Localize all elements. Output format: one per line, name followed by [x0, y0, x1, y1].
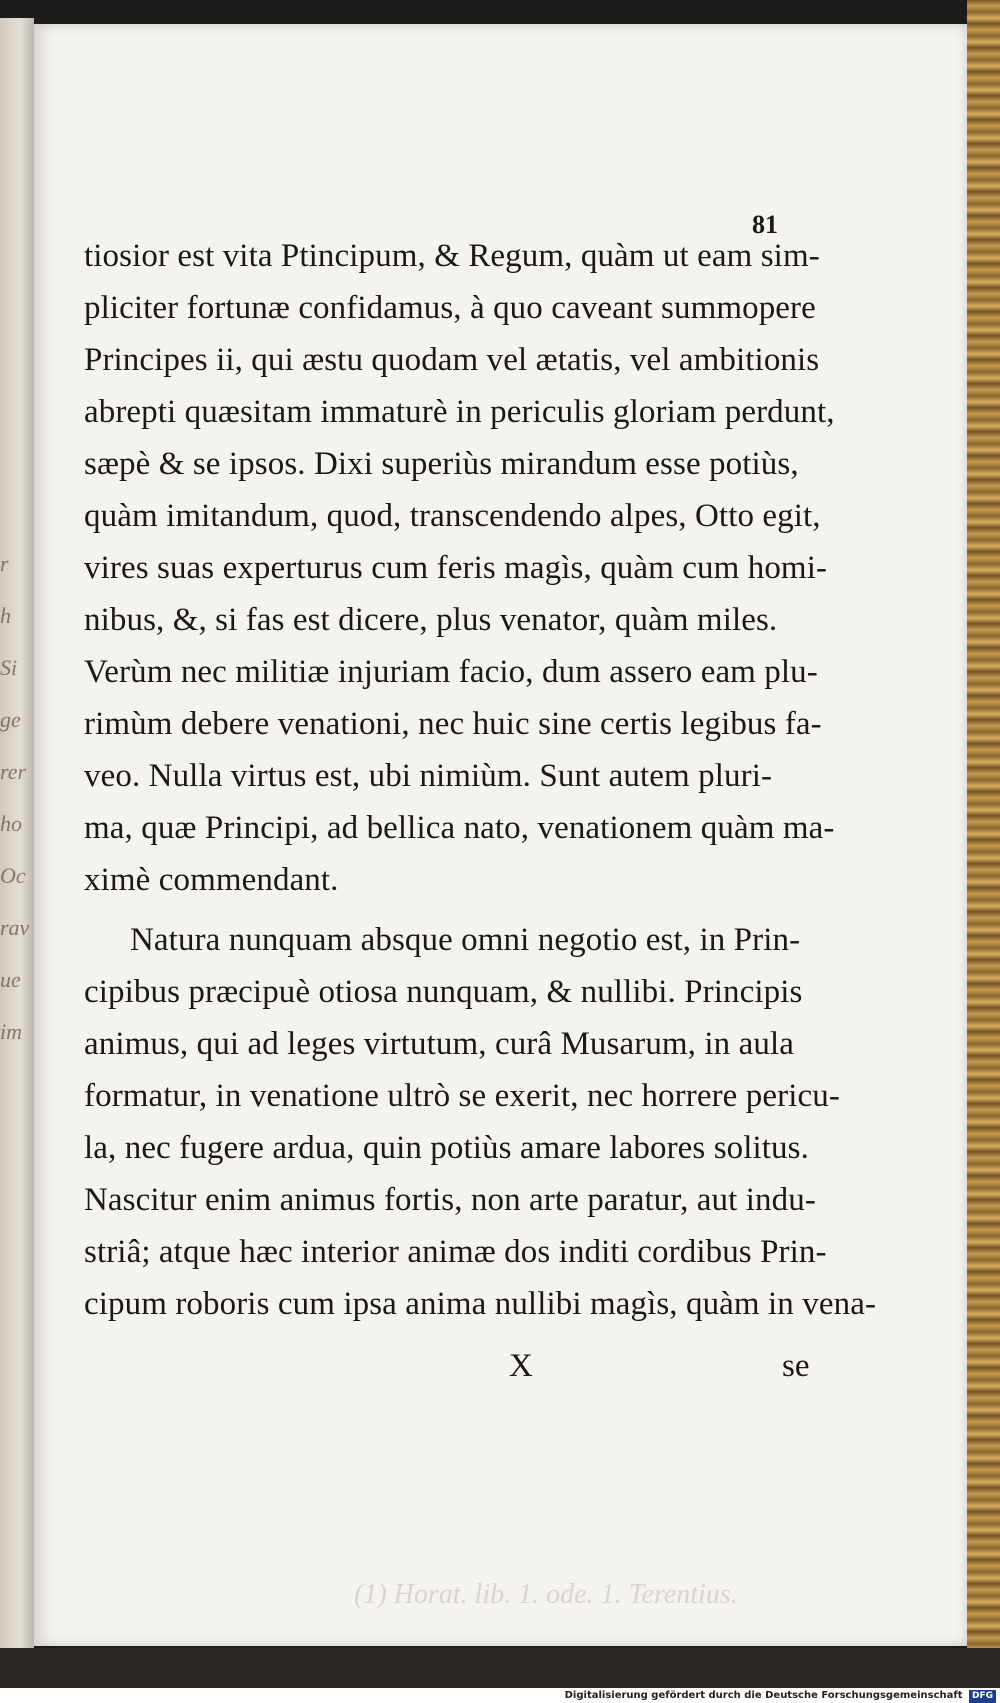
text-line: cipum roboris cum ipsa anima nullibi magìs, quàm in vena-	[84, 1286, 877, 1322]
text-line: striâ; atque hæc interior animæ dos inditi cordibus Prin-	[84, 1234, 827, 1270]
credit-text: Digitalisierung gefördert durch die Deutsche Forschungsgemeinschaft	[564, 1690, 963, 1701]
text-line: animus, qui ad leges virtutum, curâ Musarum, in aula	[84, 1026, 794, 1062]
text-line: sæpè & se ipsos. Dixi superiùs mirandum esse potiùs,	[84, 446, 799, 482]
scan-bottom-edge	[0, 1648, 1000, 1688]
text-line: Verùm nec militiæ injuriam facio, dum assero eam plu-	[84, 654, 818, 690]
catchword: se	[782, 1348, 810, 1384]
facing-page-edge	[0, 18, 34, 1648]
text-line: ma, quæ Principi, ad bellica nato, venationem quàm ma-	[84, 810, 835, 846]
text-line: abrepti quæsitam immaturè in periculis gloriam perdunt,	[84, 394, 835, 430]
page-number: 81	[752, 210, 778, 239]
text-line: pliciter fortunæ confidamus, à quo caveant summopere	[84, 290, 816, 326]
bleed-through-footnote: (1) Horat. lib. 1. ode. 1. Terentius.	[354, 1579, 738, 1610]
book-page	[34, 24, 967, 1646]
text-line: veo. Nulla virtus est, ubi nimiùm. Sunt autem pluri-	[84, 758, 773, 794]
dfg-logo: DFG	[969, 1690, 996, 1703]
text-line: la, nec fugere ardua, quin potiùs amare labores solitus.	[84, 1130, 809, 1166]
paragraph-start-line: Natura nunquam absque omni negotio est, in Prin-	[130, 922, 801, 958]
text-line: nibus, &, si fas est dicere, plus venator, quàm miles.	[84, 602, 778, 638]
text-line: formatur, in venatione ultrò se exerit, nec horrere pericu-	[84, 1078, 840, 1114]
text-line: vires suas experturus cum feris magìs, quàm cum homi-	[84, 550, 828, 586]
text-line: cipibus præcipuè otiosa nunquam, & nullibi. Principis	[84, 974, 803, 1010]
text-line: Principes ii, qui æstu quodam vel ætatis, vel ambitionis	[84, 342, 820, 378]
text-line: rimùm debere venationi, nec huic sine certis legibus fa-	[84, 706, 822, 742]
gilt-page-edge	[967, 0, 1000, 1660]
text-line: quàm imitandum, quod, transcendendo alpes, Otto egit,	[84, 498, 821, 534]
text-line: tiosior est vita Ptincipum, & Regum, quàm ut eam sim-	[84, 238, 820, 274]
signature-mark: X	[509, 1348, 533, 1384]
digitization-credit	[0, 1688, 1000, 1703]
facing-page-text-fragments: r h Si ge rer ho Oc rav ue im	[0, 551, 30, 1044]
text-line: ximè commendant.	[84, 862, 339, 898]
text-line: Nascitur enim animus fortis, non arte paratur, aut indu-	[84, 1182, 816, 1218]
